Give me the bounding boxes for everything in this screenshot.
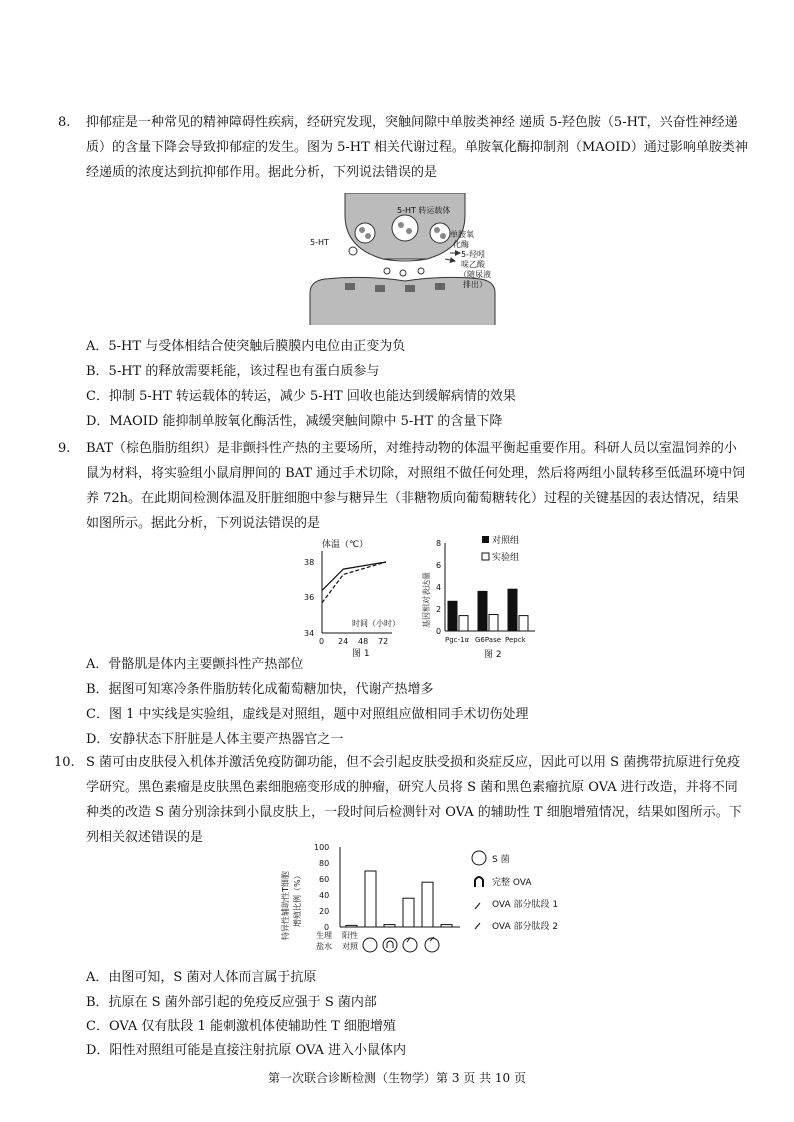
fig1-caption: 图 1 xyxy=(352,649,370,659)
s-bacteria-icon xyxy=(403,938,417,952)
fig3-ytick-60: 60 xyxy=(319,875,330,884)
fig2-ytick-8: 8 xyxy=(436,539,442,548)
fig2-bar-control-0 xyxy=(448,601,457,631)
legend-peptide-2-icon xyxy=(475,923,480,929)
legend-s: S 菌 xyxy=(492,855,510,865)
label-product-4: 排出） xyxy=(463,280,487,289)
question-number: 8. xyxy=(58,115,71,130)
page-footer: 第一次联合诊断检测（生物学）第 3 页 共 10 页 xyxy=(268,1071,526,1085)
s-bacteria-icon xyxy=(363,938,377,952)
fig3-bar-3 xyxy=(403,898,414,927)
synapse-diagram xyxy=(305,193,505,325)
legend-exp-swatch xyxy=(482,553,489,560)
fig3-bar-1 xyxy=(365,871,376,927)
question-number: 10. xyxy=(54,755,75,770)
legend-s-icon xyxy=(472,851,486,865)
q10-option-a[interactable]: A．由图可知，S 菌对人体而言属于抗原 xyxy=(86,970,317,985)
q8-option-a[interactable]: A．5-HT 与受体相结合使突触后膜膜内电位由正变为负 xyxy=(86,339,406,354)
q10-option-d[interactable]: D．阳性对照组可能是直接注射抗原 OVA 进入小鼠体内 xyxy=(86,1043,407,1058)
question-stem: S 菌可由皮肤侵入机体并激活免疫防御功能，但不会引起皮肤受损和炎症反应，因此可以用 S 菌携带抗原进行免疫学研究。黑色素瘤是皮肤黑色素细胞癌变形成的肿瘤，研究人员将 S 菌和黑色素瘤抗原 OVA 进行改造，并将不同种类的改造 S 菌分别涂抹到小鼠皮肤上，一段时间后检测针对 OVA 的辅助性 T 细胞增殖情况，结果如图所示。下列相关叙述错误的是 xyxy=(86,755,742,845)
fig3-ytick-40: 40 xyxy=(319,891,330,900)
fig2-xtick-2: Pepck xyxy=(505,636,526,644)
fig3-bar-5 xyxy=(441,925,452,927)
fig2-caption: 图 2 xyxy=(484,650,502,660)
figure-1-body-temperature xyxy=(300,537,410,660)
fig3-ytick-80: 80 xyxy=(319,859,330,868)
xlabel-positive-1: 阳性 xyxy=(342,931,358,940)
fig2-bar-control-1 xyxy=(478,591,487,631)
fig1-series-solid xyxy=(322,562,386,590)
question-stem: BAT（棕色脂肪组织）是非颤抖性产热的主要场所，对维持动物的体温平衡起重要作用。科研人员以室温饲养的小鼠为材料，将实验组小鼠肩胛间的 BAT 通过手术切除，对照组不做任何处理，然后将两组小鼠转移至低温环境中饲养 72h。在此期间检测体温及肝脏细胞中参与糖异生（非糖物质向葡萄糖转化）过程的关键基因的表达情况，结果如图所示。据此分析，下列说法错误的是 xyxy=(86,441,746,531)
legend-peptide-1-icon xyxy=(475,903,480,909)
legend-peptide-2: OVA 部分肽段 2 xyxy=(492,922,559,932)
fig1-xlabel: 时间（小时） xyxy=(352,619,400,628)
fig2-bar-control-2 xyxy=(508,589,517,631)
fig1-xtick-48: 48 xyxy=(358,637,369,646)
fig3-ytick-20: 20 xyxy=(319,907,330,916)
fig3-ylabel-2: 增殖比例（%） xyxy=(293,871,302,927)
fig2-xtick-1: G6Pase xyxy=(475,636,502,644)
s-bacteria-icon xyxy=(383,938,397,952)
fig2-bar-exp-0 xyxy=(459,616,468,631)
fig2-ylabel: 基因相对表达量 xyxy=(422,572,431,628)
legend-ova-icon xyxy=(475,877,483,887)
fig2-bar-exp-2 xyxy=(519,616,528,631)
q9-option-b[interactable]: B．据图可知寒冷条件脂肪转化成葡萄糖加快，代谢产热增多 xyxy=(86,682,434,697)
fig2-ytick-6: 6 xyxy=(436,561,442,570)
label-product-2: 哚乙酸 xyxy=(461,260,485,269)
q10-option-b[interactable]: B．抗原在 S 菌外部引起的免疫反应强于 S 菌内部 xyxy=(86,995,377,1010)
fig2-bar-exp-1 xyxy=(489,615,498,632)
fig2-ytick-0: 0 xyxy=(436,627,442,636)
fig3-ylabel-1: 特异性辅助性T细胞 xyxy=(281,871,290,940)
legend-peptide-1: OVA 部分肽段 1 xyxy=(492,900,559,910)
label-product-3: （随尿液 xyxy=(459,270,491,279)
fig1-ylabel: 体温（℃） xyxy=(322,540,369,550)
fig3-bar-0 xyxy=(346,925,357,927)
fig1-series-dashed xyxy=(322,562,386,603)
fig1-ytick-34: 34 xyxy=(304,629,315,638)
q9-option-d[interactable]: D．安静状态下肝脏是人体主要产热器官之一 xyxy=(86,732,344,747)
fig1-xtick-0: 0 xyxy=(319,637,325,646)
xlabel-positive-2: 对照 xyxy=(342,942,358,951)
label-mao-2: 化酶 xyxy=(453,240,469,249)
fig1-ytick-36: 36 xyxy=(304,593,315,602)
label-mao-1: 单胺氧 xyxy=(450,230,474,239)
q9-option-a[interactable]: A．骨骼肌是体内主要颤抖性产热部位 xyxy=(86,657,304,672)
fig1-xtick-24: 24 xyxy=(338,637,349,646)
legend-control-swatch xyxy=(482,536,489,543)
q10-option-c[interactable]: C．OVA 仅有肽段 1 能刺激机体使辅助性 T 细胞增殖 xyxy=(86,1019,396,1034)
q8-option-c[interactable]: C．抑制 5-HT 转运载体的转运，减少 5-HT 回收也能达到缓解病情的效果 xyxy=(86,389,516,404)
question-9 xyxy=(58,436,748,536)
label-product-1: 5-羟吲 xyxy=(461,250,485,259)
label-5ht: 5-HT xyxy=(310,238,329,247)
question-stem: 抑郁症是一种常见的精神障碍性疾病，经研究发现，突触间隙中单胺类神经 递质 5-羟色胺（5-HT，兴奋性神经递质）的含量下降会导致抑郁症的发生。图为 5-HT 相关代谢过程。单胺氧化酶抑制剂（MAOID）通过影响单胺类神经递质的浓度达到抗抑郁作用。据此分析，下列说法错误的是 xyxy=(86,115,748,180)
legend-full-ova: 完整 OVA xyxy=(492,878,532,888)
fig2-ytick-2: 2 xyxy=(436,605,442,614)
legend-control: 对照组 xyxy=(492,536,520,546)
figure-t-cell-proliferation xyxy=(270,837,580,962)
q8-option-b[interactable]: B．5-HT 的释放需要耗能，该过程也有蛋白质参与 xyxy=(86,364,380,379)
question-10 xyxy=(54,750,748,850)
question-number: 9. xyxy=(58,441,71,456)
s-bacteria-icon xyxy=(425,938,439,952)
fig1-ytick-38: 38 xyxy=(304,558,315,567)
question-8 xyxy=(58,110,748,185)
fig3-bar-4 xyxy=(422,882,433,927)
fig1-xtick-72: 72 xyxy=(378,637,389,646)
figure-2-gene-expression xyxy=(420,533,540,660)
fig3-ytick-0: 0 xyxy=(324,923,330,932)
legend-exp: 实验组 xyxy=(492,553,520,563)
fig2-xtick-0: Pgc-1α xyxy=(445,636,470,644)
label-transporter: 5-HT 转运载体 xyxy=(397,206,451,215)
q8-option-d[interactable]: D．MAOID 能抑制单胺氧化酶活性，减缓突触间隙中 5-HT 的含量下降 xyxy=(86,414,503,429)
q9-option-c[interactable]: C．图 1 中实线是实验组，虚线是对照组，题中对照组应做相同手术切伤处理 xyxy=(86,707,529,722)
fig3-bar-2 xyxy=(384,925,395,927)
fig3-ytick-100: 100 xyxy=(314,843,330,852)
xlabel-saline-1: 生理 xyxy=(316,931,332,940)
xlabel-saline-2: 盐水 xyxy=(316,942,332,951)
fig2-ytick-4: 4 xyxy=(436,583,442,592)
